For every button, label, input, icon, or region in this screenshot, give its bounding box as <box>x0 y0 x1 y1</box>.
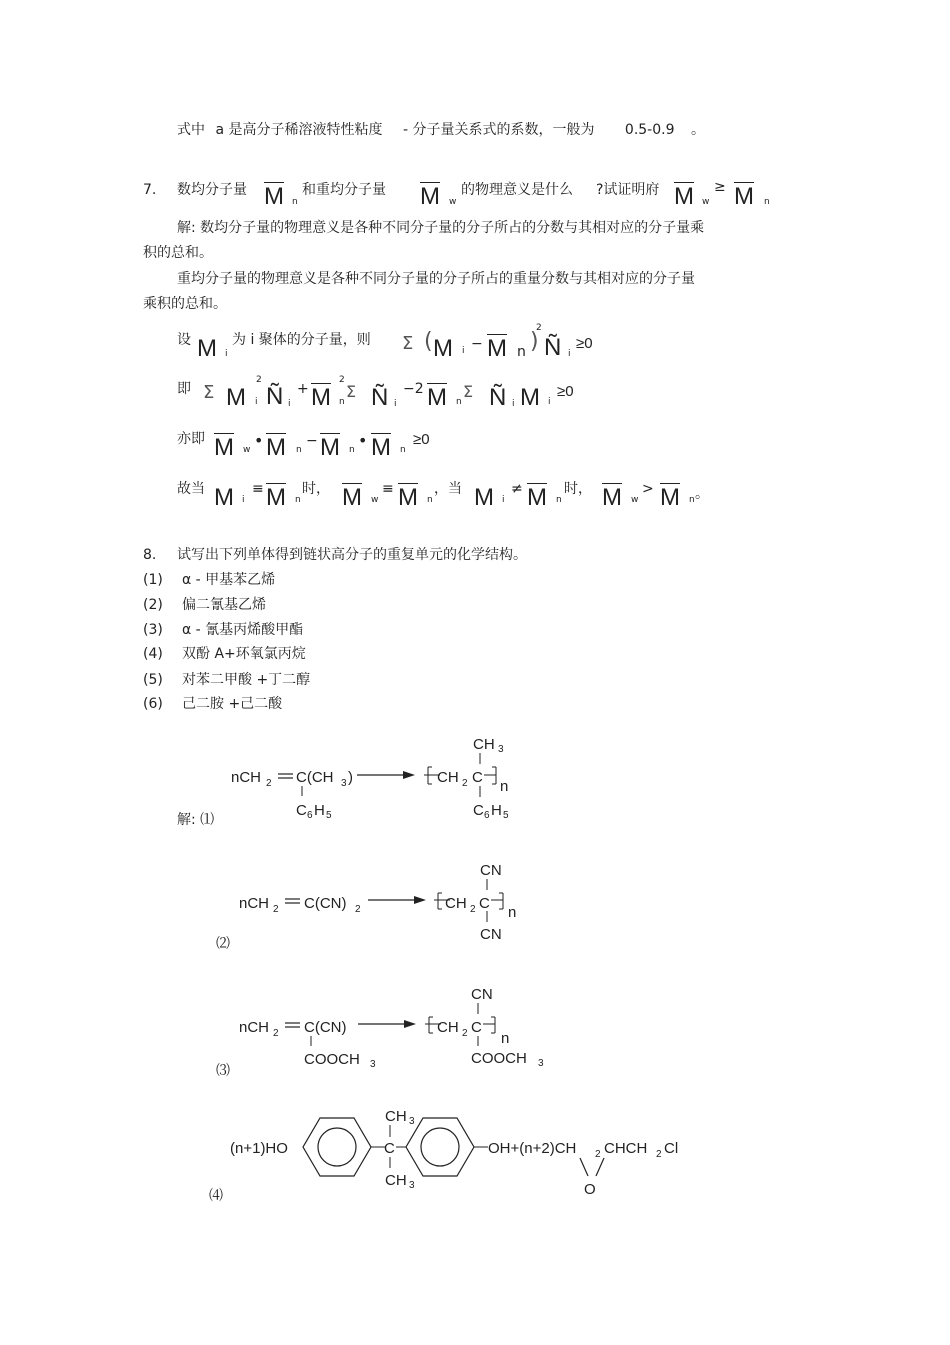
svg-text:2: 2 <box>273 904 279 915</box>
q7-answer-line3: 重均分子量的物理意义是各种不同分子量的分子所占的重量分数与其相对应的分子量 <box>177 271 695 287</box>
mi-subscript: i <box>225 349 228 359</box>
svg-text:O: O <box>584 1181 596 1198</box>
shi-text-1: 时， <box>302 481 330 497</box>
mn-subscript-9: n <box>295 495 301 505</box>
svg-text:H: H <box>491 802 502 819</box>
q7-text-meaning: 的物理意义是什么 <box>461 182 573 198</box>
q7-answer-line4: 乘积的总和。 <box>143 296 227 312</box>
svg-text:2: 2 <box>462 1028 468 1039</box>
svg-text:3: 3 <box>538 1058 544 1069</box>
svg-text:CH: CH <box>445 895 467 912</box>
dot-op: • <box>254 431 264 450</box>
mi-subscript-6: i <box>502 495 505 505</box>
intro-period: 。 <box>690 122 705 138</box>
mw-subscript-3: w <box>243 445 251 455</box>
svg-text:C: C <box>479 895 490 912</box>
intro-prefix: 式中 <box>177 122 205 138</box>
svg-text:2: 2 <box>656 1149 662 1160</box>
mw-symbol-3: $\overline{M}$ <box>214 434 234 461</box>
geq0-3: ≥0 <box>413 431 430 448</box>
svg-text:nCH: nCH <box>239 895 270 912</box>
ni-subscript-4: i <box>512 399 515 409</box>
intro-symbol-a: a <box>215 122 225 138</box>
svg-text:C(CN): C(CN) <box>304 895 347 912</box>
square-sup: 2 <box>536 323 542 333</box>
dot-op-2: • <box>358 431 368 450</box>
mi-symbol-6: M <box>474 484 494 511</box>
label-2: ⑵ <box>216 936 230 952</box>
svg-text:C: C <box>471 1019 482 1036</box>
sigma-symbol-2: Σ <box>203 382 215 403</box>
ni-subscript-2: i <box>288 399 291 409</box>
q7-text-number-average: 数均分子量 <box>177 182 247 198</box>
mn-subscript-3: n <box>517 344 526 360</box>
q8-item-6-num: (6) <box>143 696 163 712</box>
svg-text:CN: CN <box>480 926 502 943</box>
set-label: 设 <box>177 332 191 348</box>
q8-item-5-num: (5) <box>143 672 163 688</box>
structure-3 <box>239 986 544 1070</box>
svg-text:CH: CH <box>385 1108 407 1125</box>
mn-subscript-2: n <box>764 197 770 207</box>
mw-symbol-4: $\overline{M}$ <box>342 484 362 511</box>
mn-subscript-7: n <box>349 445 355 455</box>
ni-symbol-2: Ñ <box>266 383 284 410</box>
svg-text:3: 3 <box>409 1116 415 1127</box>
intro-text1: 是高分子稀溶液特性粘度 <box>228 122 383 138</box>
svg-text:C(CN): C(CN) <box>304 1019 347 1036</box>
minus-2-sign: −2 <box>403 381 424 397</box>
svg-text:5: 5 <box>326 810 332 821</box>
svg-text:3: 3 <box>370 1059 376 1070</box>
mn-symbol-8: $\overline{M}$ <box>371 434 391 461</box>
svg-text:6: 6 <box>484 810 490 821</box>
mn-subscript: n <box>292 197 298 207</box>
paren-open: ( <box>424 329 433 354</box>
mi-symbol-4: M <box>520 384 540 411</box>
svg-text:6: 6 <box>307 810 313 821</box>
structure-4 <box>230 1108 678 1198</box>
svg-text:C: C <box>296 802 307 819</box>
svg-text:CH: CH <box>385 1172 407 1189</box>
mn-symbol-3: $\overline{M}$ <box>487 335 507 362</box>
mi-subscript-5: i <box>242 495 245 505</box>
sigma-symbol: Σ <box>402 333 414 354</box>
mn-subscript-10: n <box>427 495 433 505</box>
svg-text:2: 2 <box>273 1028 279 1039</box>
shi-text-2: 时， <box>564 481 592 497</box>
mn-symbol-7: $\overline{M}$ <box>320 434 340 461</box>
svg-text:CHCH: CHCH <box>604 1140 648 1157</box>
svg-text:n: n <box>508 904 517 921</box>
mi-subscript-3: i <box>255 397 258 407</box>
q7-text-prove: ?试证明府 <box>596 182 660 198</box>
mi-symbol-5: M <box>214 484 234 511</box>
mi-symbol-2: M <box>433 335 453 362</box>
sigma-symbol-3: Σ <box>346 382 357 401</box>
svg-text:3: 3 <box>498 744 504 755</box>
gudang-label: 故当 <box>177 481 205 497</box>
solution-label-1: 解: ⑴ <box>177 812 215 828</box>
svg-text:(n+1)HO: (n+1)HO <box>230 1140 288 1157</box>
paren-close: ) <box>530 329 539 354</box>
svg-text:CH: CH <box>473 736 495 753</box>
ni-subscript: i <box>568 349 571 359</box>
mw-subscript: w <box>449 197 457 207</box>
ni-symbol: Ñ <box>544 334 562 361</box>
mn-subscript-6: n <box>296 445 302 455</box>
q8-item-2-num: (2) <box>143 597 163 613</box>
mi-symbol-3: M <box>226 384 246 411</box>
q8-item-4-num: (4) <box>143 646 163 662</box>
q8-item-4-text: 双酚 A+环氧氯丙烷 <box>182 646 306 662</box>
q7-answer-line1: 解: 数均分子量的物理意义是各种不同分子量的分子所占的分数与其相对应的分子量乘 <box>177 220 705 236</box>
q8-item-6-text: 己二胺 +己二酸 <box>182 696 283 712</box>
geq0: ≥0 <box>576 335 593 352</box>
equiv-sign: ≡ <box>252 481 264 497</box>
ni-symbol-4: Ñ <box>489 384 507 411</box>
mn-symbol-2: $\overline{M}$ <box>734 183 754 210</box>
mw-subscript-5: w <box>631 495 639 505</box>
svg-text:n: n <box>500 778 509 795</box>
q8-item-1-text: α - 甲基苯乙烯 <box>182 572 276 588</box>
plus-sign: + <box>297 381 309 397</box>
gt-sign: > <box>642 481 654 497</box>
svg-text:): ) <box>348 769 353 786</box>
q7-number: 7. <box>143 182 157 198</box>
svg-text:Cl: Cl <box>664 1140 679 1157</box>
minus-sign: − <box>471 336 483 352</box>
mi-subscript-4: i <box>548 397 551 407</box>
ni-symbol-3: Ñ <box>371 384 389 411</box>
svg-text:3: 3 <box>341 778 347 789</box>
mn-subscript-12: n <box>689 495 695 505</box>
q8-item-2-text: 偏二氰基乙烯 <box>182 597 266 613</box>
q8-item-3-num: (3) <box>143 622 163 638</box>
svg-text:COOCH: COOCH <box>471 1050 527 1067</box>
svg-text:H: H <box>314 802 325 819</box>
q8-number: 8. <box>143 547 157 563</box>
mw-subscript-2: w <box>702 197 710 207</box>
mi-subscript-2: i <box>462 346 465 356</box>
svg-text:2: 2 <box>355 904 361 915</box>
svg-text:C: C <box>384 1140 395 1157</box>
svg-text:2: 2 <box>266 778 272 789</box>
svg-text:CN: CN <box>471 986 493 1003</box>
mn-symbol-11: $\overline{M}$ <box>527 484 547 511</box>
equiv-sign-2: ≡ <box>382 481 394 497</box>
mn-symbol-9: $\overline{M}$ <box>266 484 286 511</box>
svg-text:CN: CN <box>480 862 502 879</box>
q7-answer-line2: 积的总和。 <box>143 245 213 261</box>
q8-item-3-text: α - 氰基丙烯酸甲酯 <box>182 622 304 638</box>
sq-sup-3: 2 <box>339 375 345 385</box>
mn-symbol-12: $\overline{M}$ <box>660 484 680 511</box>
svg-text:nCH: nCH <box>239 1019 270 1036</box>
mn-symbol: $\overline{M}$ <box>264 183 284 210</box>
q7-text-weight-average: 和重均分子量 <box>302 182 386 198</box>
svg-text:OH+(n+2)CH: OH+(n+2)CH <box>488 1140 577 1157</box>
mn-symbol-10: $\overline{M}$ <box>398 484 418 511</box>
intro-range: 0.5-0.9 <box>624 122 675 138</box>
mn-symbol-5: $\overline{M}$ <box>427 384 447 411</box>
svg-text:C: C <box>473 802 484 819</box>
mw-symbol: $\overline{M}$ <box>420 183 440 210</box>
mn-subscript-8: n <box>400 445 406 455</box>
sigma-symbol-4: Σ <box>463 382 474 401</box>
structure-1 <box>231 736 509 821</box>
svg-text:n: n <box>501 1030 510 1047</box>
mw-symbol-5: $\overline{M}$ <box>602 484 622 511</box>
label-3: ⑶ <box>216 1063 230 1079</box>
q8-item-5-text: 对苯二甲酸 +丁二醇 <box>182 672 311 688</box>
end-period: 。 <box>695 486 709 502</box>
neq-sign: ≠ <box>511 481 523 497</box>
intro-text2: - 分子量关系式的系数，一般为 <box>402 122 595 138</box>
svg-text:5: 5 <box>503 810 509 821</box>
svg-text:2: 2 <box>595 1149 601 1160</box>
set-text: 为 i 聚体的分子量，则 <box>232 332 371 348</box>
mn-subscript-4: n <box>339 397 345 407</box>
svg-text:C(CH: C(CH <box>296 769 334 786</box>
mi-symbol: M <box>197 335 217 362</box>
svg-text:2: 2 <box>462 778 468 789</box>
mn-symbol-6: $\overline{M}$ <box>266 434 286 461</box>
yiji-label: 亦即 <box>177 431 205 447</box>
svg-text:CH: CH <box>437 769 459 786</box>
geq0-2: ≥0 <box>557 383 574 400</box>
dang-text: ，当 <box>434 481 462 497</box>
ni-subscript-3: i <box>394 399 397 409</box>
svg-text:C: C <box>472 769 483 786</box>
ji-label: 即 <box>177 381 191 397</box>
label-4: ⑷ <box>209 1188 223 1204</box>
mw-subscript-4: w <box>371 495 379 505</box>
svg-text:CH: CH <box>437 1019 459 1036</box>
structure-2 <box>239 862 516 943</box>
minus-sign-3: − <box>306 433 318 449</box>
geq-sign: ≥ <box>714 179 726 195</box>
svg-text:3: 3 <box>409 1180 415 1191</box>
svg-text:COOCH: COOCH <box>304 1051 360 1068</box>
svg-text:nCH: nCH <box>231 769 262 786</box>
mn-subscript-5: n <box>456 397 462 407</box>
mw-symbol-2: $\overline{M}$ <box>674 183 694 210</box>
mn-subscript-11: n <box>556 495 562 505</box>
mn-symbol-4: $\overline{M}$ <box>311 384 331 411</box>
svg-text:2: 2 <box>470 904 476 915</box>
q8-item-1-num: (1) <box>143 572 163 588</box>
sq-sup-2: 2 <box>256 375 262 385</box>
q8-title: 试写出下列单体得到链状高分子的重复单元的化学结构。 <box>177 547 527 563</box>
